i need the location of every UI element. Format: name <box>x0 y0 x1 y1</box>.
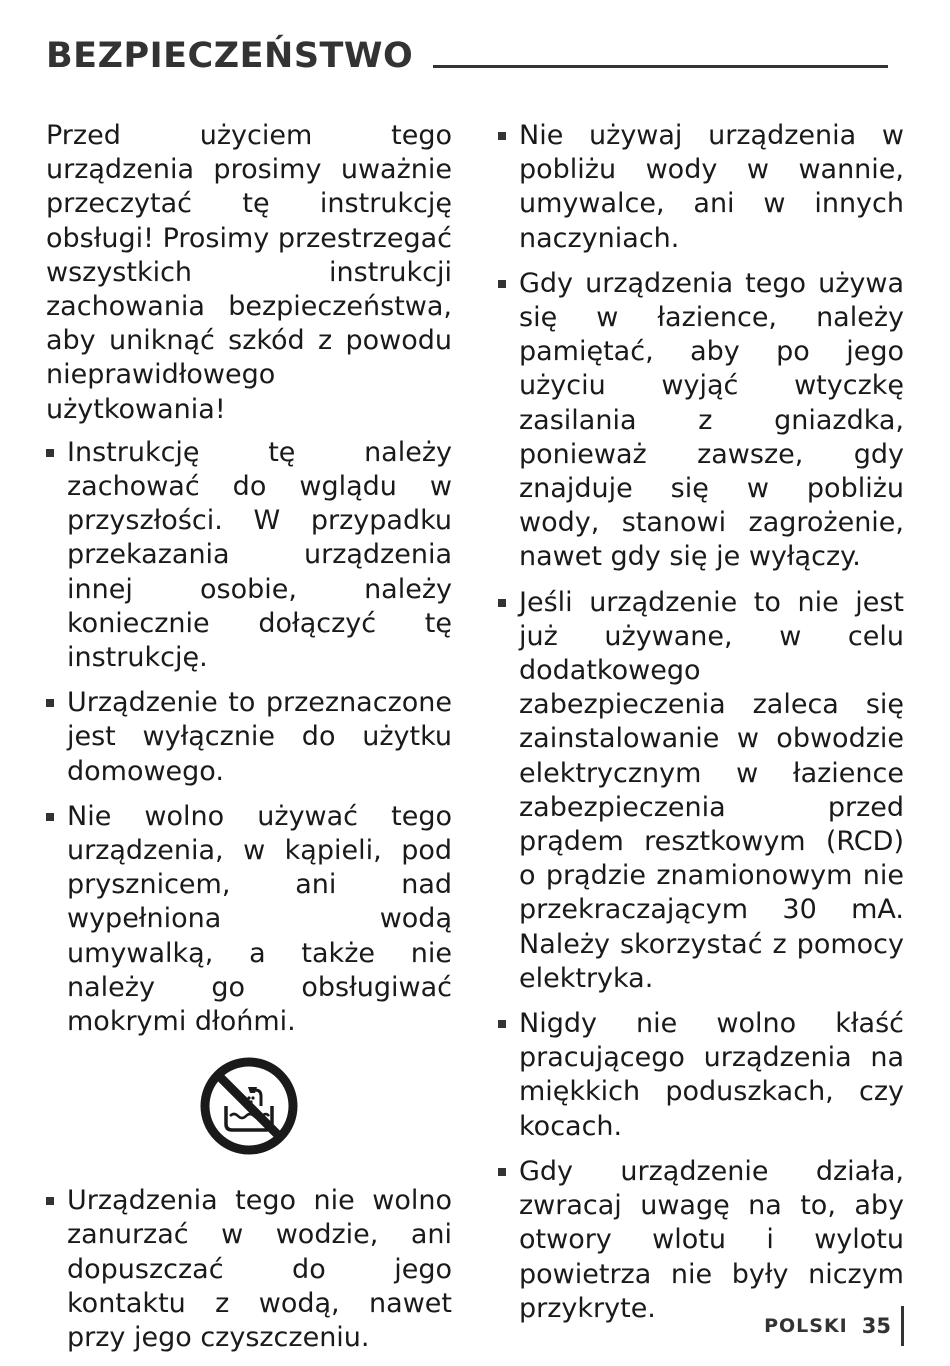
square-bullet-icon <box>46 699 54 707</box>
square-bullet-icon <box>498 1168 506 1176</box>
list-item-text: Urządzenie to przeznaczone jest wyłącznie do użytku domowego. <box>67 687 452 787</box>
footer-bar <box>901 1306 904 1346</box>
square-bullet-icon <box>46 449 54 457</box>
page-footer <box>764 1306 904 1346</box>
list-item <box>46 436 452 675</box>
no-bath-shower-prohibition-icon <box>199 1056 299 1156</box>
list-item-text: Gdy urządzenia tego używa się w łazience, należy pamiętać, aby po jego użyciu wyjąć wtyczkę zasilania z gniazdka, ponieważ zawsze, gdy znajduje się w pobliżu wody, stanowi zagrożenie, nawet gdy się je wyłączy. <box>519 267 904 573</box>
left-column <box>46 119 452 1366</box>
list-item-text: Instrukcję tę należy zachować do wglądu w przyszłości. W przypadku przekazania urządzenia innej osobie, należy koniecznie dołączyć tę instrukcję. <box>67 436 452 674</box>
intro-paragraph: Przed użyciem tego urządzenia prosimy uważnie przeczytać tę instrukcję obsługi! Prosimy przestrzegać wszystkich instrukcji zachowania bezpieczeństwa, aby uniknąć szkód z powodu nieprawidłowego użytkowania! <box>46 120 452 425</box>
list-item <box>46 686 452 789</box>
language-label: POLSKI <box>764 1315 848 1337</box>
list-item-text: Nie wolno używać tego urządzenia, w kąpieli, pod prysznicem, ani nad wypełniona wodą umywalką, a także nie należy go obsługiwać mokrymi dłońmi. <box>67 800 452 1038</box>
list-item <box>498 1155 904 1326</box>
list-item <box>498 267 904 575</box>
square-bullet-icon <box>498 599 506 607</box>
page-title: BEZPIECZEŃSTWO <box>46 36 414 76</box>
list-item-text: Urządzenia tego nie wolno zanurzać w wodzie, ani dopuszczać do jego kontaktu z wodą, nawet przy jego czyszczeniu. <box>67 1185 452 1354</box>
heading-rule <box>433 65 888 68</box>
square-bullet-icon <box>498 1020 506 1028</box>
list-item <box>46 1184 452 1355</box>
square-bullet-icon <box>498 132 506 140</box>
square-bullet-icon <box>46 813 54 821</box>
right-column <box>498 119 904 1337</box>
square-bullet-icon <box>46 1197 54 1205</box>
square-bullet-icon <box>498 280 506 288</box>
page-heading <box>46 28 888 76</box>
list-item-text: Gdy urządzenie działa, zwracaj uwagę na to, aby otwory wlotu i wylotu powietrza nie były niczym przykryte. <box>519 1155 904 1324</box>
list-item <box>498 119 904 256</box>
warning-symbol <box>46 1056 452 1156</box>
page-number: 35 <box>861 1314 891 1338</box>
list-item-text: Nie używaj urządzenia w pobliżu wody w wannie, umywalce, ani w innych naczyniach. <box>519 120 904 254</box>
list-item <box>498 1007 904 1144</box>
list-item-text: Jeśli urządzenie to nie jest już używane, w celu dodatkowego zabezpieczenia zaleca się zainstalowanie w obwodzie elektrycznym w łazience zabezpieczenia przed prądem resztkowym (RCD) o prądzie znamionowym nie przekraczającym 30 mA. Należy skorzystać z pomocy elektryka. <box>519 586 904 994</box>
list-item-text: Nigdy nie wolno kłaść pracującego urządzenia na miękkich poduszkach, czy kocach. <box>519 1008 904 1142</box>
list-item <box>498 586 904 996</box>
list-item <box>46 800 452 1039</box>
